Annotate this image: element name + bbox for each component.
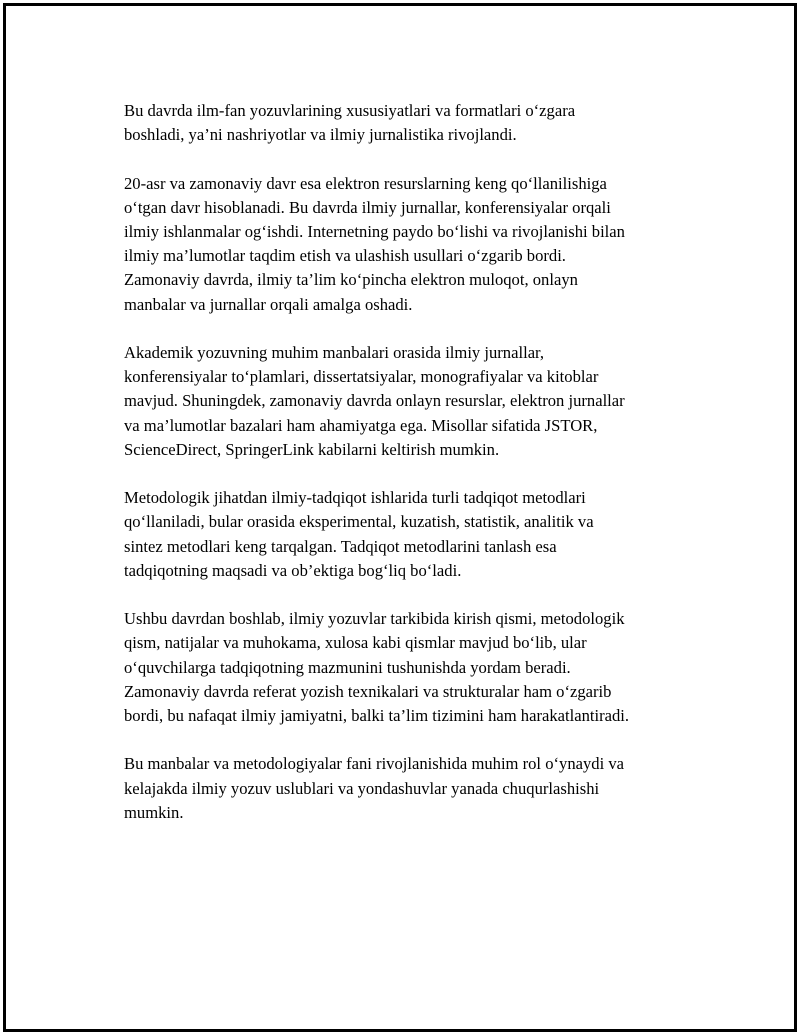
paragraph-6: Bu manbalar va metodologiyalar fani rivojlanishida muhim rol o‘ynaydi va kelajakda ilmiy yozuv uslublari va yondashuvlar yanada chuqurlashishi mumkin. [124,754,624,822]
paragraph-4: Metodologik jihatdan ilmiy-tadqiqot ishlarida turli tadqiqot metodlari qo‘llaniladi, bular orasida eksperimental, kuzatish, statistik, analitik va sintez metodlari keng tarqalgan. Tadqiqot metodlarini tanlash esa tadqiqotning maqsadi va ob’ektiga bog‘liq bo‘ladi. [124,488,594,580]
paragraph-5: Ushbu davrdan boshlab, ilmiy yozuvlar tarkibida kirish qismi, metodologik qism, natijalar va muhokama, xulosa kabi qismlar mavjud bo‘lib, ular o‘quvchilarga tadqiqotning mazmunini tushunishda yordam beradi. Zamonaviy davrda referat yozish texnikalari va strukturalar ham o‘zgarib bordi, bu nafaqat ilmiy jamiyatni, balki ta’lim tizimini ham harakatlantiradi. [124,609,630,726]
document-body [124,99,694,849]
paragraph-3: Akademik yozuvning muhim manbalari orasida ilmiy jurnallar, konferensiyalar to‘plamlari, dissertatsiyalar, monografiyalar va kitoblar mavjud. Shuningdek, zamonaviy davrda onlayn resurslar, elektron jurnallar va ma’lumotlar bazalari ham ahamiyatga ega. Misollar sifatida JSTOR, ScienceDirect, SpringerLink kabilarni keltirish mumkin. [124,343,625,459]
paragraph-2: 20-asr va zamonaviy davr esa elektron resurslarning keng qo‘llanilishiga o‘tgan davr hisoblanadi. Bu davrda ilmiy jurnallar, konferensiyalar orqali ilmiy ishlanmalar og‘ishdi. Internetning paydo bo‘lishi va rivojlanishi bilan ilmiy ma’lumotlar taqdim etish va ulashish usullari o‘zgarib bordi. Zamonaviy davrda, ilmiy ta’lim ko‘pincha elektron muloqot, onlayn manbalar va jurnallar orqali amalga oshadi. [124,173,625,314]
page-frame [3,3,797,1032]
paragraph-1: Bu davrda ilm-fan yozuvlarining xususiyatlari va formatlari o‘zgara boshladi, ya’ni nashriyotlar va ilmiy jurnalistika rivojlandi. [124,101,576,145]
